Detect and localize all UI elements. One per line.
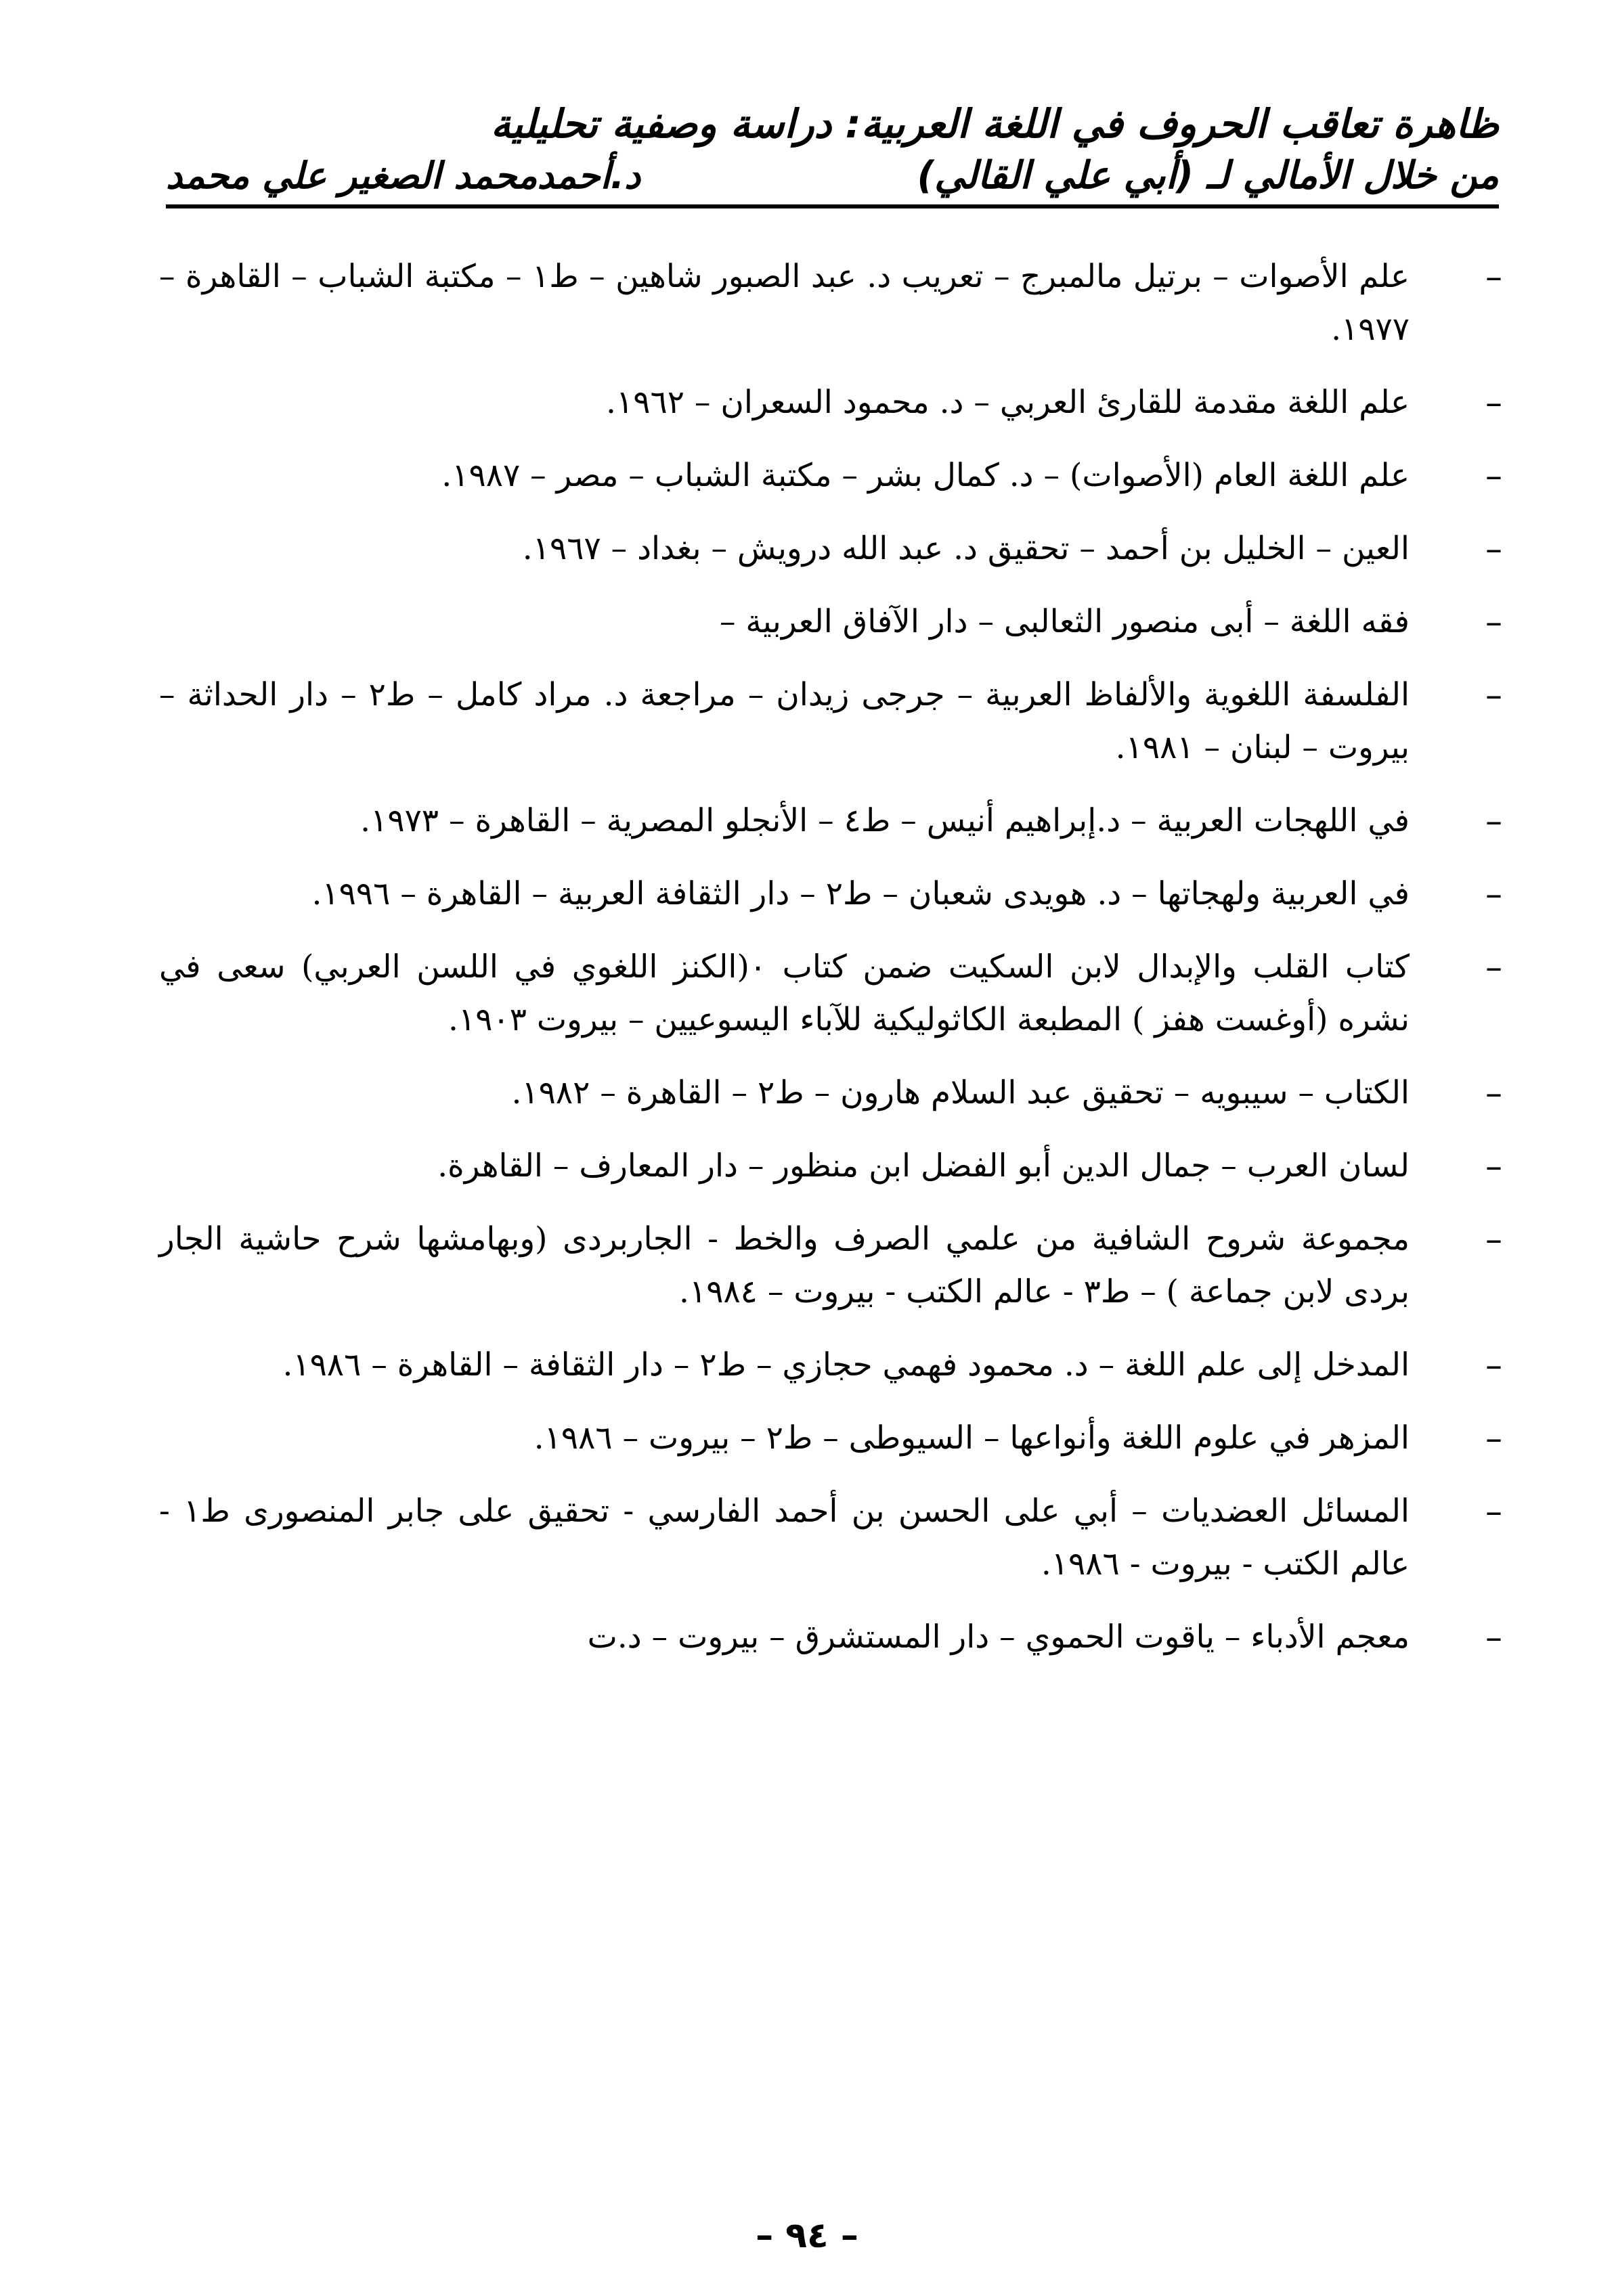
list-dash: – [1485,1492,1502,1531]
reference-item [159,1213,1502,1319]
reference-text: العين – الخليل بن أحمد – تحقيق د. عبد الله درويش – بغداد – ١٩٦٧. [522,530,1410,567]
header-subtitle-source: من خلال الأمالي لـ (أبي علي القالي) [917,154,1499,198]
reference-text: في العربية ولهجاتها – د. هويدى شعبان – ط٢ – دار الثقافة العربية – القاهرة – ١٩٩٦. [311,875,1410,912]
reference-item [159,941,1502,1046]
reference-item [159,868,1502,921]
reference-text: في اللهجات العربية – د.إبراهيم أنيس – ط٤ – الأنجلو المصرية – القاهرة – ١٩٧٣. [360,802,1410,839]
header-author: د.أحمدمحمد الصغير علي محمد [166,154,641,197]
list-dash: – [1485,1346,1502,1385]
reference-text: المسائل العضديات – أبي على الحسن بن أحمد الفارسي - تحقيق على جابر المنصورى ط١ - عالم الكتب - بيروت - ١٩٨٦. [159,1493,1410,1583]
reference-text: مجموعة شروح الشافية من علمي الصرف والخط - الجاربردى (وبهامشها شرح حاشية الجار بردى لابن جماعة ) – ط٣ - عالم الكتب - بيروت – ١٩٨٤. [159,1220,1410,1310]
reference-text: علم اللغة مقدمة للقارئ العربي – د. محمود السعران – ١٩٦٢. [606,384,1410,421]
reference-item [159,1140,1502,1193]
list-dash: – [1485,383,1502,422]
reference-item [159,523,1502,575]
list-dash: – [1485,602,1502,642]
reference-text: كتاب القلب والإبدال لابن السكيت ضمن كتاب ٠(الكنز اللغوي في اللسن العربي) سعى في نشره (أوغست هفز ) المطبعة الكاثوليكية للآباء اليسوعيين – بيروت ١٩٠٣. [159,948,1410,1038]
reference-text: فقه اللغة – أبى منصور الثعالبى – دار الآفاق العربية – [719,603,1410,640]
reference-list [159,250,1502,1684]
list-dash: – [1485,1220,1502,1259]
reference-text: المدخل إلى علم اللغة – د. محمود فهمي حجازي – ط٢ – دار الثقافة – القاهرة – ١٩٨٦. [282,1346,1410,1384]
reference-text: لسان العرب – جمال الدين أبو الفضل ابن منظور – دار المعارف – القاهرة. [437,1147,1410,1185]
reference-item [159,795,1502,847]
reference-item [159,1339,1502,1392]
reference-item [159,1412,1502,1465]
list-dash: – [1485,676,1502,715]
page-number: – ٩٤ – [756,2215,858,2256]
header-title: ظاهرة تعاقب الحروف في اللغة العربية: دراسة وصفية تحليلية [491,101,1499,147]
reference-item [159,596,1502,648]
list-dash: – [1485,801,1502,841]
list-dash: – [1485,875,1502,914]
reference-text: علم اللغة العام (الأصوات) – د. كمال بشر – مكتبة الشباب – مصر – ١٩٨٧. [441,457,1410,494]
running-header [166,98,1499,210]
list-dash: – [1485,1419,1502,1458]
list-dash: – [1485,1074,1502,1113]
list-dash: – [1485,1618,1502,1657]
reference-text: الكتاب – سيبويه – تحقيق عبد السلام هارون – ط٢ – القاهرة – ١٩٨٢. [511,1074,1410,1111]
reference-text: الفلسفة اللغوية والألفاظ العربية – جرجى زيدان – مراجعة د. مراد كامل – ط٢ – دار الحداثة – بيروت – لبنان – ١٩٨١. [159,676,1410,766]
reference-item [159,449,1502,502]
reference-item [159,376,1502,429]
reference-item [159,1485,1502,1591]
reference-item [159,669,1502,774]
reference-item [159,1067,1502,1120]
header-divider [166,204,1499,208]
list-dash: – [1485,456,1502,495]
reference-text: علم الأصوات – برتيل مالمبرج – تعريب د. عبد الصبور شاهين – ط١ – مكتبة الشباب – القاهرة – ١٩٧٧. [159,258,1410,348]
list-dash: – [1485,257,1502,296]
reference-text: المزهر في علوم اللغة وأنواعها – السيوطى – ط٢ – بيروت – ١٩٨٦. [533,1419,1410,1457]
list-dash: – [1485,948,1502,987]
reference-item [159,1611,1502,1664]
list-dash: – [1485,1147,1502,1186]
list-dash: – [1485,529,1502,569]
reference-item [159,250,1502,356]
reference-text: معجم الأدباء – ياقوت الحموي – دار المستشرق – بيروت – د.ت [587,1618,1410,1656]
